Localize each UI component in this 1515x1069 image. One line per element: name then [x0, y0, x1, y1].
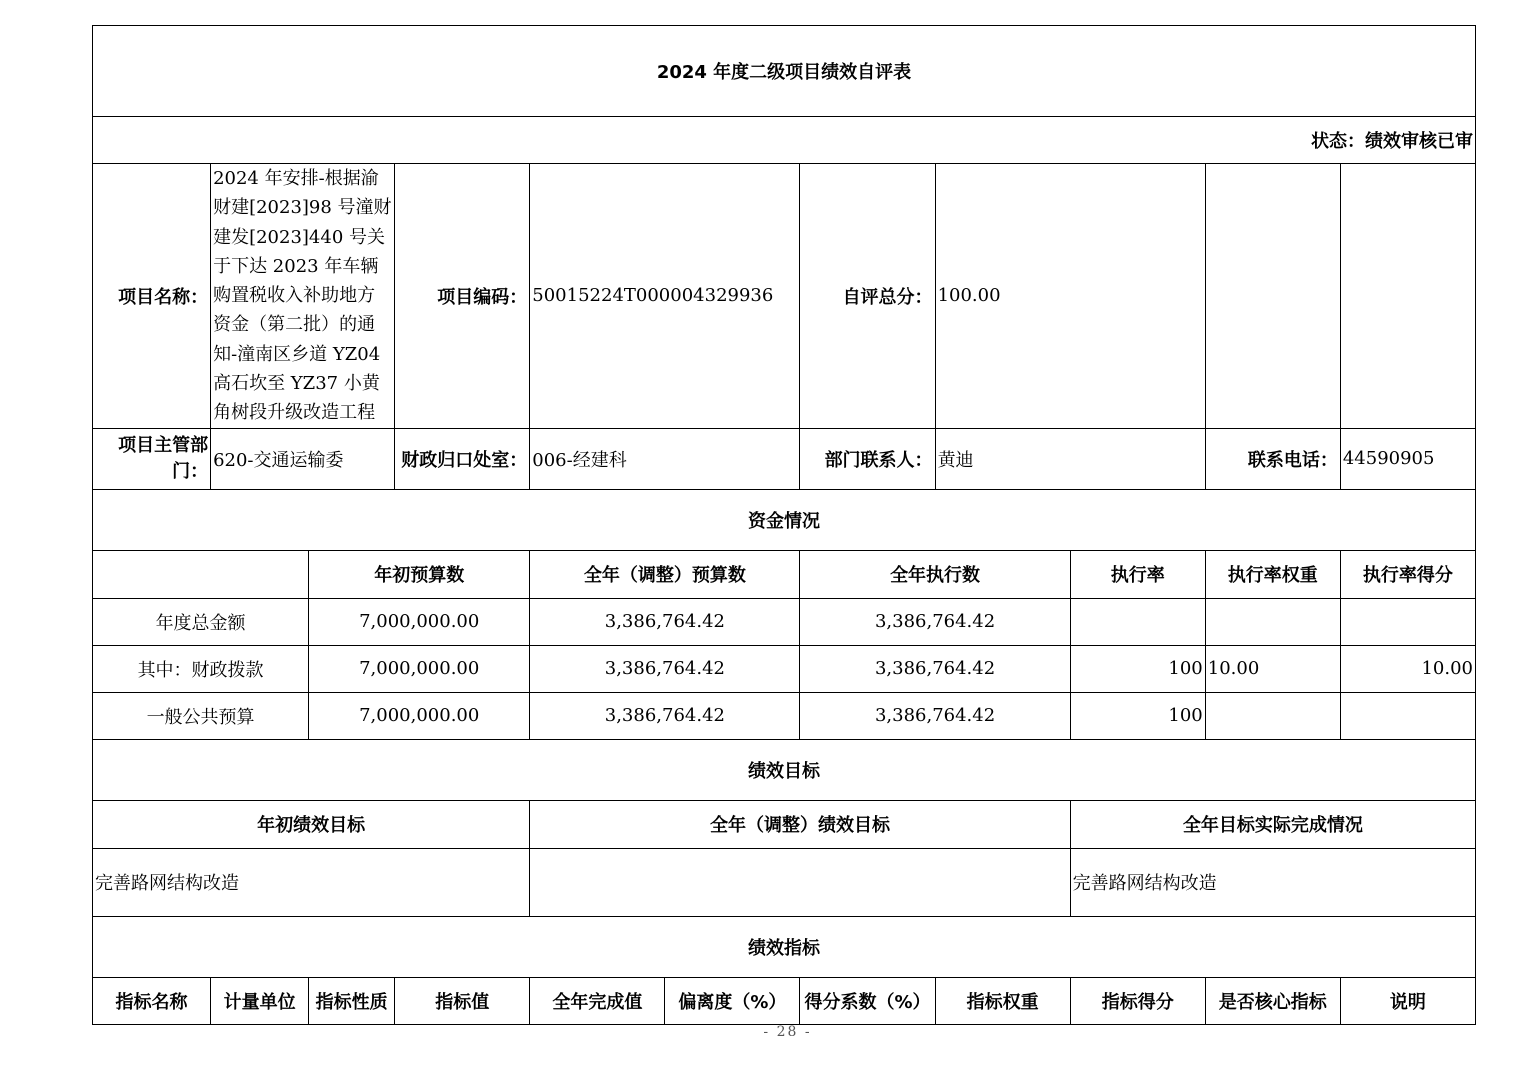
- fund-row-score: 10.00: [1340, 645, 1475, 692]
- funds-header-rate: 执行率: [1070, 550, 1205, 598]
- fund-row-executed: 3,386,764.42: [800, 692, 1070, 739]
- indicator-header-note: 说明: [1340, 977, 1475, 1024]
- fund-row-adjusted: 3,386,764.42: [530, 645, 800, 692]
- funds-section-title: 资金情况: [93, 489, 1476, 550]
- project-code-value: 50015224T000004329936: [530, 164, 800, 429]
- fund-row-initial: 7,000,000.00: [309, 598, 530, 645]
- score-total-value: 100.00: [935, 164, 1205, 429]
- indicator-header-coefficient: 得分系数（%）: [800, 977, 935, 1024]
- goal-header-actual: 全年目标实际完成情况: [1070, 800, 1475, 848]
- indicator-header-weight: 指标权重: [935, 977, 1070, 1024]
- fund-row-label: 其中：财政拨款: [93, 645, 309, 692]
- table-row: [93, 598, 1476, 645]
- indicator-header-completed: 全年完成值: [530, 977, 665, 1024]
- fund-row-executed: 3,386,764.42: [800, 645, 1070, 692]
- project-code-label: 项目编码：: [395, 164, 530, 429]
- indicator-header-core: 是否核心指标: [1205, 977, 1340, 1024]
- indicator-header-name: 指标名称: [93, 977, 211, 1024]
- phone-label: 联系电话：: [1205, 428, 1340, 489]
- fund-row-rate: 100: [1070, 692, 1205, 739]
- empty-cell: [1340, 164, 1475, 429]
- contact-value: 黄迪: [935, 428, 1205, 489]
- goal-initial-value: 完善路网结构改造: [93, 848, 530, 916]
- indicator-header-value: 指标值: [395, 977, 530, 1024]
- evaluation-sheet: [92, 25, 1476, 1013]
- contact-label: 部门联系人：: [800, 428, 935, 489]
- fund-row-label: 年度总金额: [93, 598, 309, 645]
- fund-row-adjusted: 3,386,764.42: [530, 692, 800, 739]
- indicators-section-title: 绩效指标: [93, 916, 1476, 977]
- indicator-header-score: 指标得分: [1070, 977, 1205, 1024]
- fund-row-score: [1340, 598, 1475, 645]
- goals-section-title: 绩效目标: [93, 739, 1476, 800]
- dept-label: 项目主管部门：: [93, 428, 211, 489]
- table-row: [93, 645, 1476, 692]
- fund-row-weight: [1205, 692, 1340, 739]
- phone-value: 44590905: [1340, 428, 1475, 489]
- fund-row-score: [1340, 692, 1475, 739]
- table-row: [93, 692, 1476, 739]
- fund-row-initial: 7,000,000.00: [309, 645, 530, 692]
- goal-header-adjusted: 全年（调整）绩效目标: [530, 800, 1070, 848]
- project-name-label: 项目名称：: [93, 164, 211, 429]
- empty-cell: [1205, 164, 1340, 429]
- score-total-label: 自评总分：: [800, 164, 935, 429]
- fund-row-label: 一般公共预算: [93, 692, 309, 739]
- goal-header-initial: 年初绩效目标: [93, 800, 530, 848]
- indicator-header-unit: 计量单位: [211, 977, 309, 1024]
- indicator-header-deviation: 偏离度（%）: [665, 977, 800, 1024]
- evaluation-table: [92, 25, 1476, 1025]
- goal-adjusted-value: [530, 848, 1070, 916]
- funds-header-weight: 执行率权重: [1205, 550, 1340, 598]
- fund-row-rate: [1070, 598, 1205, 645]
- fund-row-executed: 3,386,764.42: [800, 598, 1070, 645]
- funds-header-blank: [93, 550, 309, 598]
- goal-actual-value: 完善路网结构改造: [1070, 848, 1475, 916]
- page-title: 2024 年度二级项目绩效自评表: [93, 26, 1476, 117]
- project-name-value: 2024 年安排-根据渝财建[2023]98 号潼财建发[2023]440 号关于下达 2023 年车辆购置税收入补助地方资金（第二批）的通知-潼南区乡道 YZ04 高石坎至 YZ37 小黄角树段升级改造工程: [211, 164, 395, 429]
- fund-row-adjusted: 3,386,764.42: [530, 598, 800, 645]
- funds-header-initial: 年初预算数: [309, 550, 530, 598]
- fund-row-rate: 100: [1070, 645, 1205, 692]
- office-label: 财政归口处室：: [395, 428, 530, 489]
- fund-row-initial: 7,000,000.00: [309, 692, 530, 739]
- funds-header-adjusted: 全年（调整）预算数: [530, 550, 800, 598]
- funds-header-executed: 全年执行数: [800, 550, 1070, 598]
- fund-row-weight: 10.00: [1205, 645, 1340, 692]
- status-text: 状态：绩效审核已审: [93, 117, 1476, 164]
- indicator-header-nature: 指标性质: [309, 977, 395, 1024]
- funds-header-score: 执行率得分: [1340, 550, 1475, 598]
- page-number: - 28 -: [763, 1024, 812, 1040]
- fund-row-weight: [1205, 598, 1340, 645]
- office-value: 006-经建科: [530, 428, 800, 489]
- dept-value: 620-交通运输委: [211, 428, 395, 489]
